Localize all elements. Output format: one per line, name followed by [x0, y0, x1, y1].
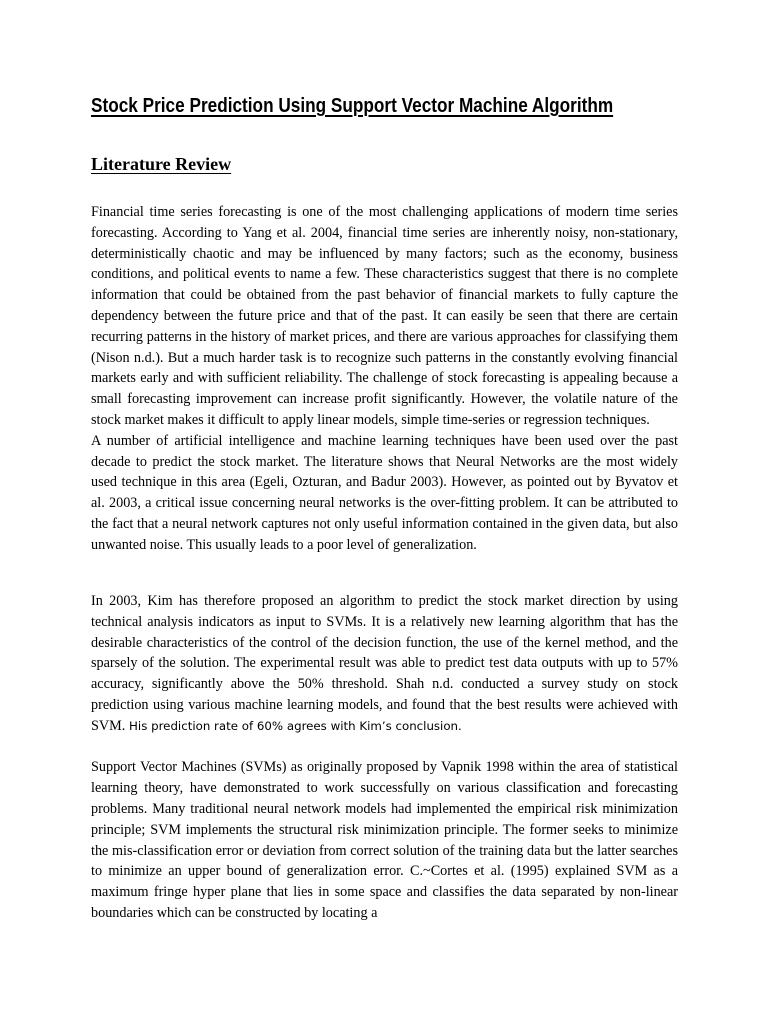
paragraph-text: In 2003, Kim has therefore proposed an algorithm to predict the stock market direction by using technical analysis indicators as input to SVMs. It is a relatively new learning algorithm that has the desirable characteristics of the control of the decision function, the use of the kernel method, and the sparsely of the solution. The experimental result was able to predict test data outputs with up to 57% accuracy, significantly above the 50% threshold. Shah n.d. conducted a survey study on stock prediction using various machine learning models, and found that the best results were achieved with SVM.: [91, 593, 678, 734]
document-title: Stock Price Prediction Using Support Vector Machine Algorithm: [91, 95, 614, 117]
paragraph-tail: His prediction rate of 60% agrees with Kim’s conclusion.: [125, 718, 462, 733]
paragraph: A number of artificial intelligence and machine learning techniques have been used over the past decade to predict the stock market. The literature shows that Neural Networks are the most widely used technique in this area (Egeli, Ozturan, and Badur 2003). However, as pointed out by Byvatov et al. 2003, a critical issue concerning neural networks is the over-fitting problem. It can be attributed to the fact that a neural network captures not only useful information contained in the given data, but also unwanted noise. This usually leads to a poor level of generalization.: [91, 432, 678, 553]
paragraph: Support Vector Machines (SVMs) as originally proposed by Vapnik 1998 within the area of statistical learning theory, have demonstrated to work successfully on various classification and forecasting problems. Many traditional neural network models had implemented the empirical risk minimization principle; SVM implements the structural risk minimization principle. The former seeks to minimize the mis-classification error or deviation from correct solution of the training data but the latter searches to minimize an upper bound of generalization error. C.~Cortes et al. (1995) explained SVM as a maximum fringe hyper plane that lies in some space and classifies the data separated by non-linear boundaries which can be constructed by locating a: [91, 759, 678, 921]
paragraph: [91, 591, 678, 737]
paragraph: Financial time series forecasting is one of the most challenging applications of modern time series forecasting. According to Yang et al. 2004, financial time series are inherently noisy, non-stationary, deterministically chaotic and may be influenced by many factors; such as the economy, business conditions, and political events to name a few. These characteristics suggest that there is no complete information that could be obtained from the past behavior of financial markets to fully capture the dependency between the future price and that of the past. It can easily be seen that there are certain recurring patterns in the history of market prices, and there are various approaches for classifying them (Nison n.d.). But a much harder task is to recognize such patterns in the constantly evolving financial markets early and with sufficient reliability. The challenge of stock forecasting is appealing because a small forecasting improvement can increase profit significantly. However, the volatile nature of the stock market makes it difficult to apply linear models, simple time-series or regression techniques.: [91, 204, 678, 428]
section-heading: Literature Review: [91, 154, 232, 174]
document-body: [91, 202, 678, 556]
document-body-continued: [91, 591, 678, 924]
